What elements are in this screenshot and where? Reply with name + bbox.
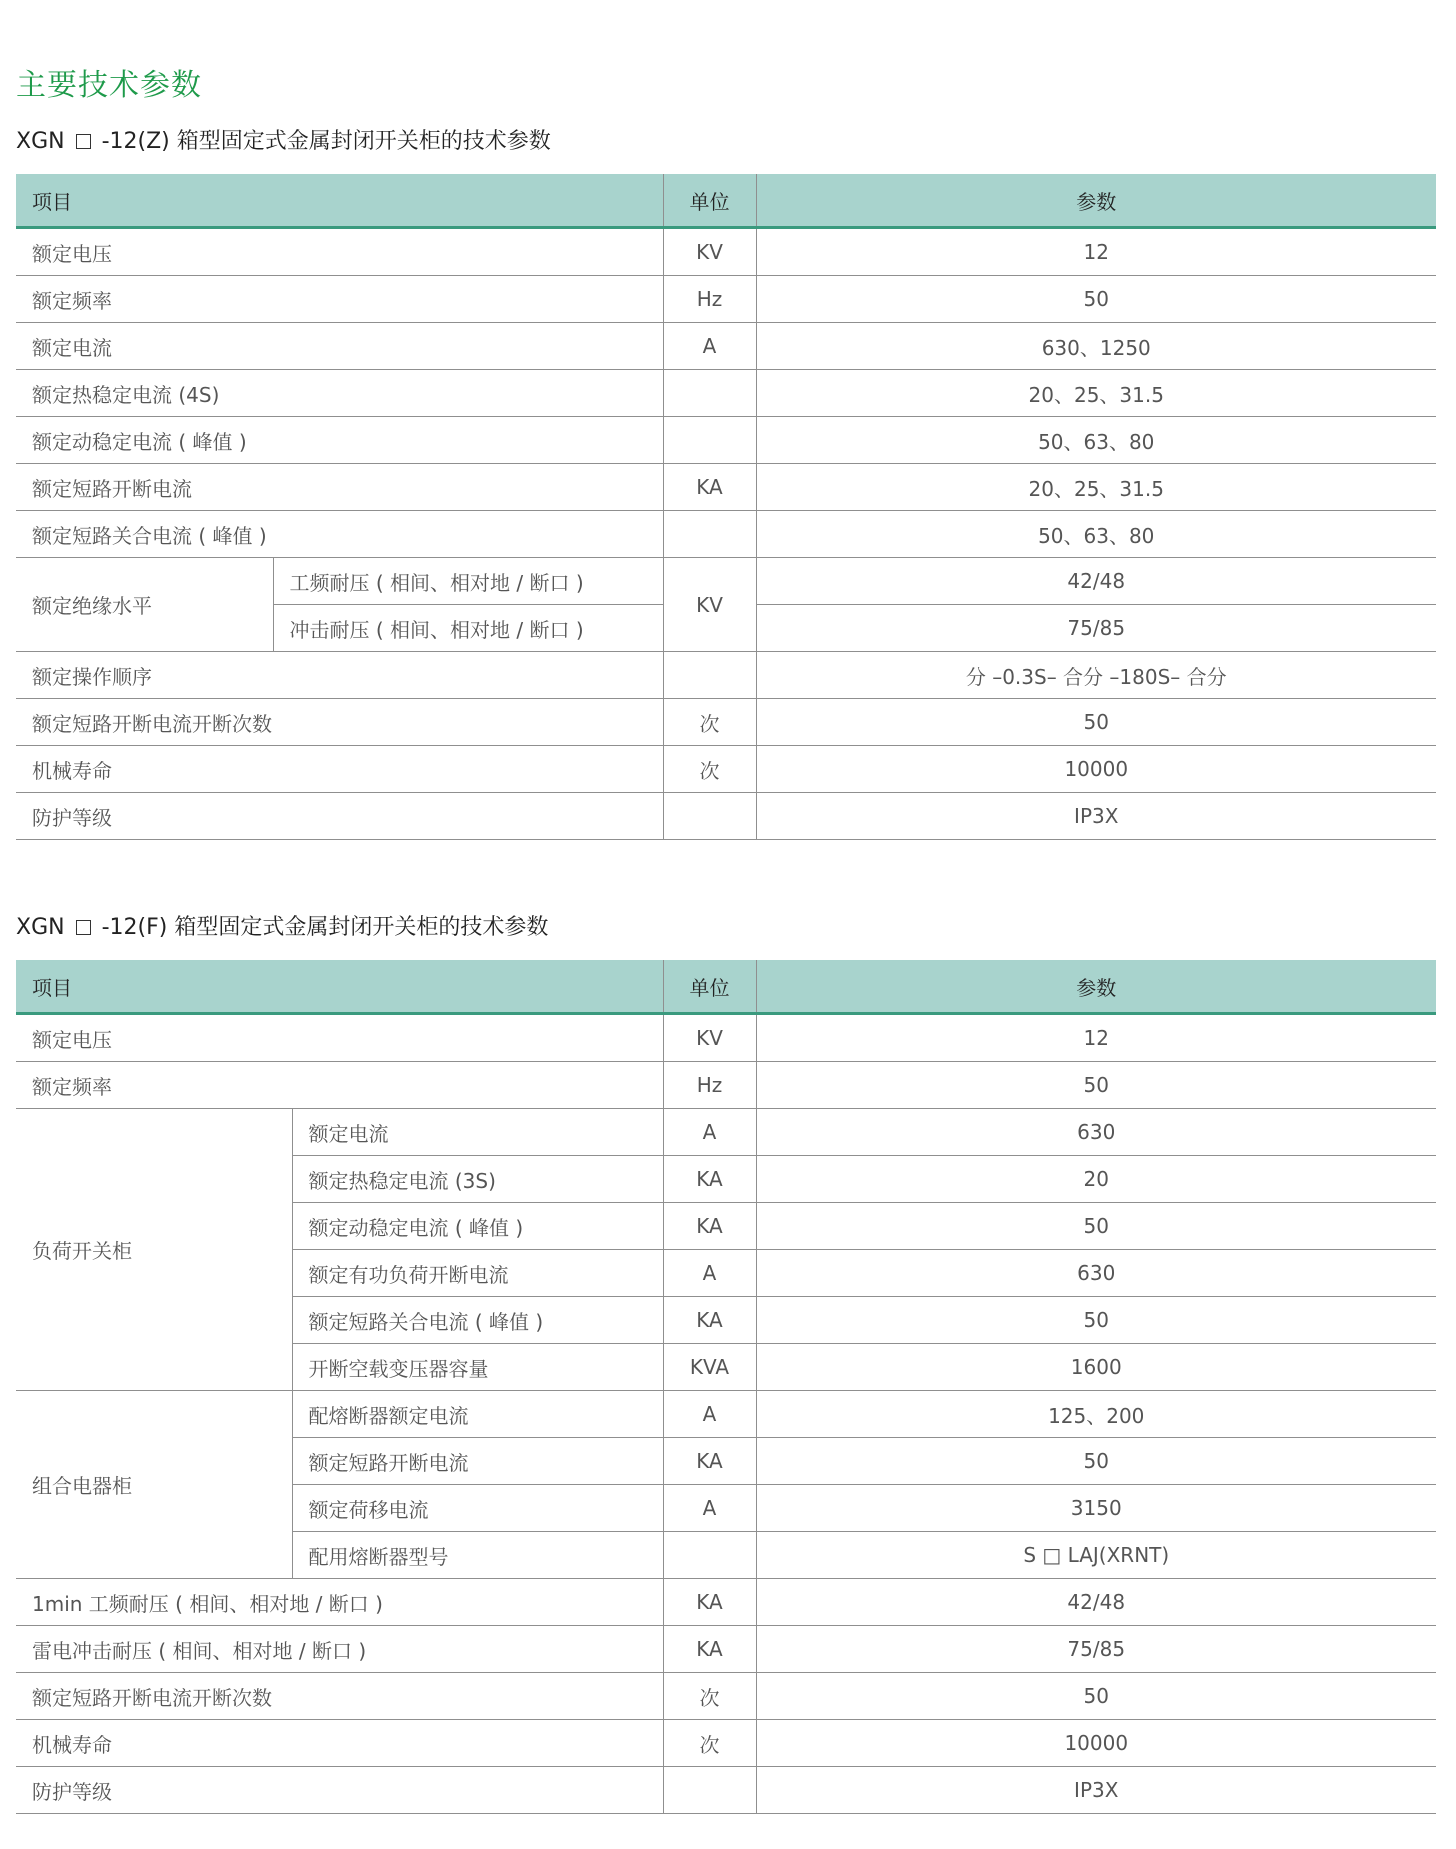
row-value: 50 <box>756 1673 1436 1720</box>
table-row <box>16 370 1436 417</box>
sub-row-value: 20 <box>756 1156 1436 1203</box>
row-value: 50、63、80 <box>756 417 1436 464</box>
row-name: 机械寿命 <box>16 1720 663 1767</box>
table-row <box>16 1720 1436 1767</box>
table-row <box>16 417 1436 464</box>
row-unit: 次 <box>663 1673 756 1720</box>
insulation-group-name: 额定绝缘水平 <box>16 558 273 652</box>
row-unit <box>663 511 756 558</box>
table-row <box>16 511 1436 558</box>
row-unit: KA <box>663 1579 756 1626</box>
row-value: 50 <box>756 699 1436 746</box>
table2-caption-suffix: -12(F) 箱型固定式金属封闭开关柜的技术参数 <box>101 915 549 940</box>
row-name: 额定频率 <box>16 1062 663 1109</box>
row-name: 防护等级 <box>16 793 663 840</box>
sub-row-unit: A <box>663 1391 756 1438</box>
row-value: 75/85 <box>756 1626 1436 1673</box>
table2-caption <box>16 910 548 941</box>
sub-row-value: 50 <box>756 1203 1436 1250</box>
row-value: 12 <box>756 228 1436 276</box>
table-row <box>16 1579 1436 1626</box>
header-param: 参数 <box>756 960 1436 1014</box>
row-value: 50 <box>756 1062 1436 1109</box>
row-value: IP3X <box>756 793 1436 840</box>
row-value: 分 –0.3S– 合分 –180S– 合分 <box>756 652 1436 699</box>
sub-row-value: 630 <box>756 1250 1436 1297</box>
header-item: 项目 <box>16 960 663 1014</box>
sub-row-name: 额定荷移电流 <box>292 1485 663 1532</box>
row-name: 额定动稳定电流 ( 峰值 ) <box>16 417 663 464</box>
sub-row-value: 630 <box>756 1109 1436 1156</box>
sub-row-value: 50 <box>756 1297 1436 1344</box>
sub-row-name: 配熔断器额定电流 <box>292 1391 663 1438</box>
sub-row-unit: A <box>663 1250 756 1297</box>
group-name-combined: 组合电器柜 <box>16 1391 292 1579</box>
row-name: 额定操作顺序 <box>16 652 663 699</box>
sub-row-name: 额定热稳定电流 (3S) <box>292 1156 663 1203</box>
insulation-sub-name: 工频耐压 ( 相间、相对地 / 断口 ) <box>273 558 663 605</box>
row-unit: KV <box>663 228 756 276</box>
table-row <box>16 746 1436 793</box>
table-row <box>16 1673 1436 1720</box>
placeholder-box-icon <box>76 134 91 149</box>
table-row <box>16 1062 1436 1109</box>
table2-header-row <box>16 960 1436 1014</box>
table-row <box>16 1109 1436 1156</box>
sub-row-name: 额定有功负荷开断电流 <box>292 1250 663 1297</box>
row-unit: KV <box>663 1014 756 1062</box>
sub-row-name: 额定电流 <box>292 1109 663 1156</box>
row-name: 额定热稳定电流 (4S) <box>16 370 663 417</box>
row-unit <box>663 1767 756 1814</box>
row-name: 防护等级 <box>16 1767 663 1814</box>
table1-caption <box>16 124 551 155</box>
row-unit <box>663 417 756 464</box>
row-value: 630、1250 <box>756 323 1436 370</box>
sub-row-name: 额定短路开断电流 <box>292 1438 663 1485</box>
table1-caption-prefix: XGN <box>16 129 65 154</box>
table-row <box>16 652 1436 699</box>
row-unit: A <box>663 323 756 370</box>
table-row <box>16 276 1436 323</box>
row-unit: KA <box>663 464 756 511</box>
header-unit: 单位 <box>663 960 756 1014</box>
row-unit: KA <box>663 1626 756 1673</box>
row-unit: Hz <box>663 1062 756 1109</box>
row-value: 20、25、31.5 <box>756 464 1436 511</box>
sub-row-unit: KA <box>663 1438 756 1485</box>
sub-row-unit: KA <box>663 1156 756 1203</box>
insulation-sub-value: 42/48 <box>756 558 1436 605</box>
sub-row-unit: KA <box>663 1297 756 1344</box>
row-value: 42/48 <box>756 1579 1436 1626</box>
table1-caption-suffix: -12(Z) 箱型固定式金属封闭开关柜的技术参数 <box>101 129 551 154</box>
table-row <box>16 1391 1436 1438</box>
row-value: 10000 <box>756 746 1436 793</box>
sub-row-unit <box>663 1532 756 1579</box>
row-name: 1min 工频耐压 ( 相间、相对地 / 断口 ) <box>16 1579 663 1626</box>
sub-row-value: 3150 <box>756 1485 1436 1532</box>
sub-row-value: S □ LAJ(XRNT) <box>756 1532 1436 1579</box>
sub-row-name: 开断空载变压器容量 <box>292 1344 663 1391</box>
sub-row-name: 额定短路关合电流 ( 峰值 ) <box>292 1297 663 1344</box>
table-row <box>16 558 1436 605</box>
row-value: IP3X <box>756 1767 1436 1814</box>
row-name: 额定短路关合电流 ( 峰值 ) <box>16 511 663 558</box>
row-value: 50 <box>756 276 1436 323</box>
row-unit <box>663 652 756 699</box>
row-unit <box>663 370 756 417</box>
sub-row-unit: KVA <box>663 1344 756 1391</box>
placeholder-box-icon <box>76 920 91 935</box>
table-row <box>16 699 1436 746</box>
row-value: 12 <box>756 1014 1436 1062</box>
table-row <box>16 323 1436 370</box>
group-name-load-switch: 负荷开关柜 <box>16 1109 292 1391</box>
sub-row-unit: KA <box>663 1203 756 1250</box>
row-value: 20、25、31.5 <box>756 370 1436 417</box>
row-name: 额定短路开断电流 <box>16 464 663 511</box>
sub-row-name: 额定动稳定电流 ( 峰值 ) <box>292 1203 663 1250</box>
row-unit: 次 <box>663 699 756 746</box>
table-row <box>16 793 1436 840</box>
insulation-sub-value: 75/85 <box>756 605 1436 652</box>
table-row <box>16 1014 1436 1062</box>
row-unit: Hz <box>663 276 756 323</box>
row-name: 额定电压 <box>16 1014 663 1062</box>
insulation-sub-name: 冲击耐压 ( 相间、相对地 / 断口 ) <box>273 605 663 652</box>
sub-row-unit: A <box>663 1109 756 1156</box>
table-row <box>16 1626 1436 1673</box>
table1-spec-table <box>16 174 1436 840</box>
sub-row-value: 125、200 <box>756 1391 1436 1438</box>
sub-row-value: 50 <box>756 1438 1436 1485</box>
row-name: 机械寿命 <box>16 746 663 793</box>
header-param: 参数 <box>756 174 1436 228</box>
table2-caption-prefix: XGN <box>16 915 65 940</box>
row-value: 50、63、80 <box>756 511 1436 558</box>
table1-header-row <box>16 174 1436 228</box>
row-name: 额定频率 <box>16 276 663 323</box>
header-unit: 单位 <box>663 174 756 228</box>
row-name: 额定电流 <box>16 323 663 370</box>
table-row <box>16 464 1436 511</box>
row-name: 额定短路开断电流开断次数 <box>16 1673 663 1720</box>
table-row <box>16 228 1436 276</box>
table-row <box>16 1767 1436 1814</box>
row-name: 额定电压 <box>16 228 663 276</box>
header-item: 项目 <box>16 174 663 228</box>
row-value: 10000 <box>756 1720 1436 1767</box>
row-unit <box>663 793 756 840</box>
row-name: 额定短路开断电流开断次数 <box>16 699 663 746</box>
sub-row-value: 1600 <box>756 1344 1436 1391</box>
table2-spec-table <box>16 960 1436 1814</box>
section-title: 主要技术参数 <box>16 68 202 103</box>
row-name: 雷电冲击耐压 ( 相间、相对地 / 断口 ) <box>16 1626 663 1673</box>
row-unit: 次 <box>663 1720 756 1767</box>
sub-row-name: 配用熔断器型号 <box>292 1532 663 1579</box>
sub-row-unit: A <box>663 1485 756 1532</box>
row-unit: 次 <box>663 746 756 793</box>
insulation-unit: KV <box>663 558 756 652</box>
